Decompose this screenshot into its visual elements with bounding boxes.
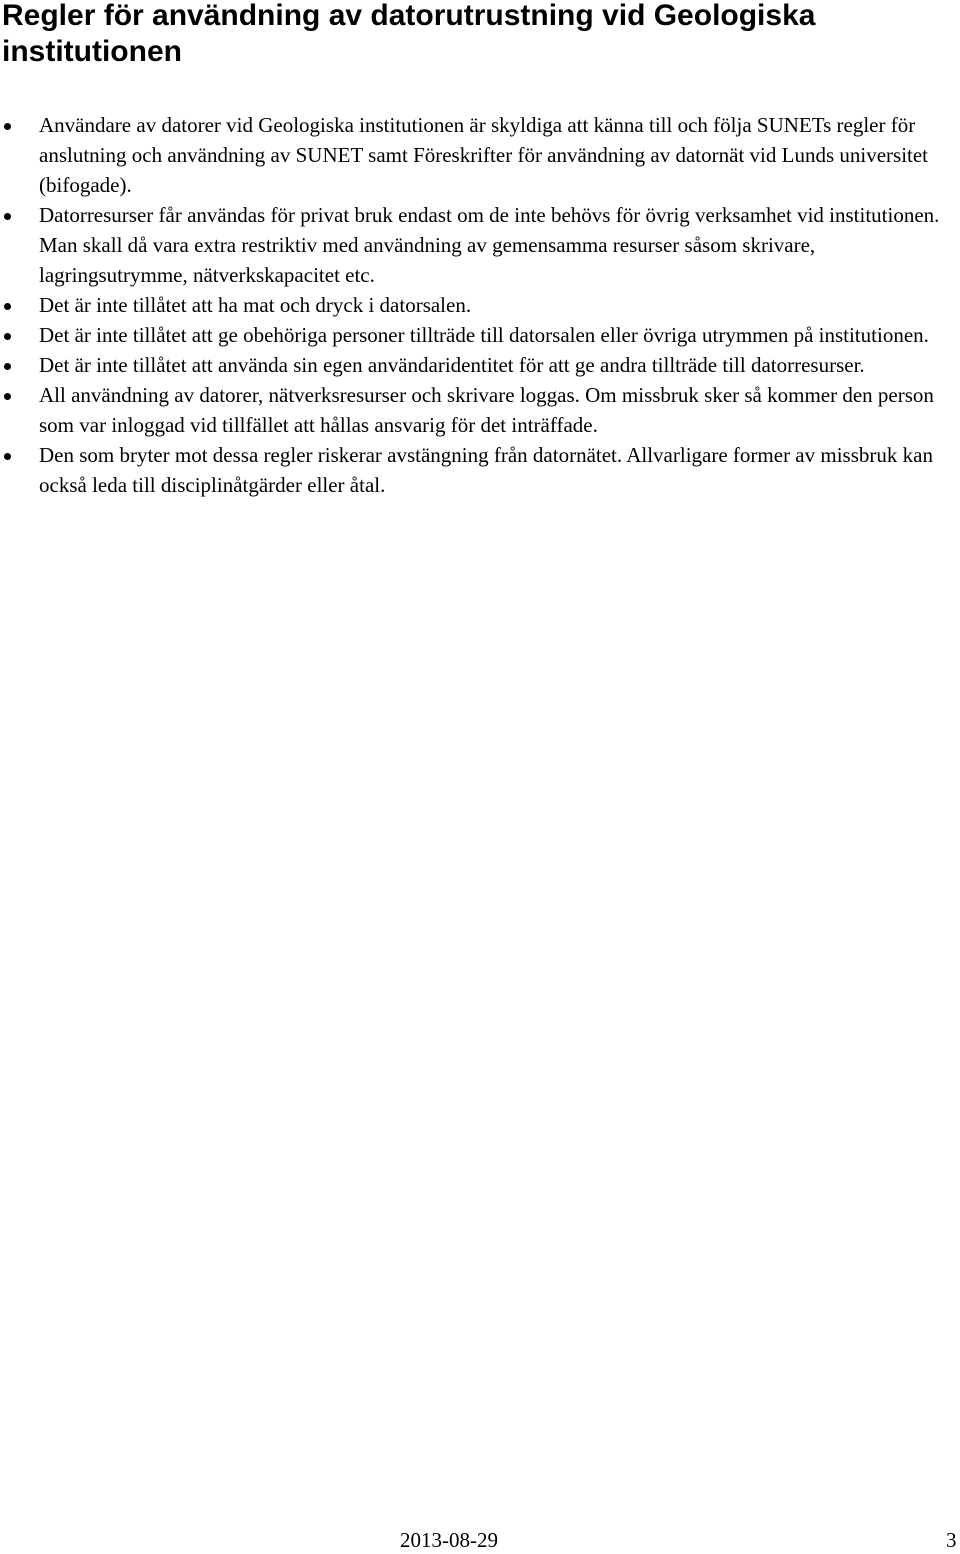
rule-text: Den som bryter mot dessa regler riskerar avstängning från datornätet. Allvarligare former av missbruk kan också leda till disciplinåtgärder eller åtal. <box>39 443 933 497</box>
rule-text: Användare av datorer vid Geologiska institutionen är skyldiga att känna till och följa SUNETs regler för anslutning och användning av SUNET samt Föreskrifter för användning av datornät vid Lunds universitet (bifogade). <box>39 113 929 197</box>
bullet-icon <box>4 333 11 340</box>
bullet-icon <box>4 453 11 460</box>
rule-text: All användning av datorer, nätverksresurser och skrivare loggas. Om missbruk sker så kommer den person som var inloggad vid tillfället att hållas ansvarig för det inträffade. <box>39 383 934 437</box>
rule-text: Det är inte tillåtet att ge obehöriga personer tillträde till datorsalen eller övriga utrymmen på institutionen. <box>39 323 929 347</box>
list-item <box>0 110 960 200</box>
list-item <box>0 350 960 380</box>
footer-date: 2013-08-29 <box>400 1528 498 1552</box>
bullet-icon <box>4 123 11 130</box>
bullet-icon <box>4 213 11 220</box>
bullet-icon <box>4 303 11 310</box>
rule-text: Det är inte tillåtet att ha mat och dryck i datorsalen. <box>39 293 472 317</box>
rule-text: Det är inte tillåtet att använda sin egen användaridentitet för att ge andra tillträde till datorresurser. <box>39 353 865 377</box>
rules-list <box>0 110 960 500</box>
list-item <box>0 380 960 440</box>
page-title: Regler för användning av datorutrustning vid Geologiska institutionen <box>2 0 816 68</box>
bullet-icon <box>4 393 11 400</box>
list-item <box>0 440 960 500</box>
bullet-icon <box>4 363 11 370</box>
page-number: 3 <box>946 1528 957 1552</box>
rule-text: Datorresurser får användas för privat bruk endast om de inte behövs för övrig verksamhet vid institutionen. Man skall då vara extra restriktiv med användning av gemensamma resurser såsom skrivare, lagringsutrymme, nätverkskapacitet etc. <box>39 203 940 287</box>
list-item <box>0 290 960 320</box>
list-item <box>0 200 960 290</box>
list-item <box>0 320 960 350</box>
